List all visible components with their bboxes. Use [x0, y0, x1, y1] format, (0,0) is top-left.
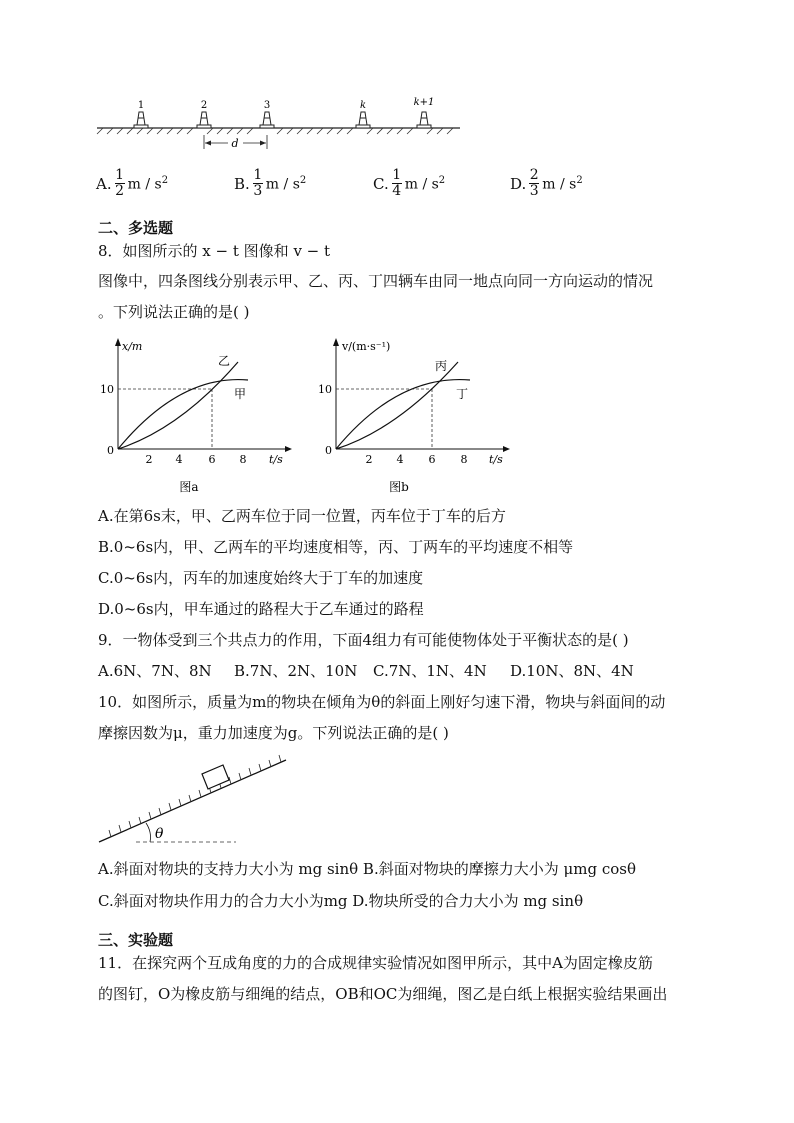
q7-option-a: A. $\frac{1}{2}$ m / $s^2$ [96, 167, 169, 199]
q7-option-c: C. $\frac{1}{4}$ m / $s^2$ [373, 167, 446, 199]
fig-a-xtick: 8 [239, 453, 247, 466]
q10-options-line2: C.斜面对物块作用力的合力大小为mg D.物块所受的合力大小为 mg sinθ [98, 892, 584, 910]
fig-b-curve-label-ding: 丁 [456, 387, 469, 401]
d-label: d [231, 137, 239, 150]
fig-a-ylabel: x/m [122, 340, 143, 353]
q11-line1: 11．在探究两个互成角度的力的合成规律实验情况如图甲所示，其中A为固定橡皮筋 [98, 954, 653, 972]
theta-label: θ [155, 826, 164, 842]
fig-b-xtick: 6 [428, 453, 436, 466]
cone-label-1: 1 [137, 100, 145, 111]
q10-stem-line1: 10．如图所示，质量为m的物块在倾角为θ的斜面上刚好匀速下滑，物块与斜面间的动 [98, 693, 666, 711]
fig-a-xtick: 2 [145, 453, 153, 466]
q8-stem-line3: 。下列说法正确的是( ) [98, 303, 250, 321]
figure-b-vt-graph [318, 334, 518, 499]
cone-label-3: 3 [263, 100, 271, 111]
fig-b-xlabel: t/s [489, 453, 503, 466]
q7-option-b: B. $\frac{1}{3}$ m / $s^2$ [234, 167, 307, 199]
q11-line2: 的图钉，O为橡皮筋与细绳的结点，OB和OC为细绳，图乙是白纸上根据实验结果画出 [98, 985, 668, 1003]
fig-a-xtick: 4 [175, 453, 183, 466]
q8-option-c: C.0~6s内，丙车的加速度始终大于丁车的加速度 [98, 569, 424, 587]
fig-a-xlabel: t/s [269, 453, 283, 466]
incline-surface [99, 760, 286, 842]
cones-figure [95, 95, 465, 155]
incline-figure [96, 752, 296, 848]
fig-a-origin: 0 [107, 444, 114, 457]
curve-yi [118, 362, 238, 449]
q8-option-d: D.0~6s内，甲车通过的路程大于乙车通过的路程 [98, 600, 424, 618]
section-experiment-title: 三、实验题 [98, 931, 174, 949]
q10-stem-line2: 摩擦因数为μ，重力加速度为g。下列说法正确的是( ) [98, 724, 449, 742]
q8-stem-line1: 8．如图所示的 x − t 图像和 v − t [98, 242, 331, 260]
q8-option-b: B.0~6s内，甲、乙两车的平均速度相等，丙、丁两车的平均速度不相等 [98, 538, 574, 556]
q8-option-a: A.在第6s末，甲、乙两车位于同一位置，丙车位于丁车的后方 [98, 507, 506, 525]
fig-b-caption: 图b [389, 480, 409, 494]
cone-k [356, 112, 370, 128]
fig-a-xtick: 6 [208, 453, 216, 466]
q9-option-a: A.6N、7N、8N [98, 662, 212, 680]
cone-label-k: k [359, 100, 367, 111]
cone-2 [197, 112, 211, 128]
cone-3 [260, 112, 274, 128]
fig-b-origin: 0 [325, 444, 332, 457]
q8-stem-line2: 图像中，四条图线分别表示甲、乙、丙、丁四辆车由同一地点向同一方向运动的情况 [98, 272, 654, 290]
fig-b-curve-label-bing: 丙 [435, 359, 448, 373]
fig-b-xtick: 2 [365, 453, 373, 466]
section-multi-choice-title: 二、多选题 [98, 219, 174, 237]
cone-label-k1: k+1 [413, 97, 435, 108]
q9-stem: 9．一物体受到三个共点力的作用，下面4组力有可能使物体处于平衡状态的是( ) [98, 631, 629, 649]
cone-k1 [417, 112, 431, 128]
q9-option-c: C.7N、1N、4N [373, 662, 487, 680]
cone-label-2: 2 [200, 100, 208, 111]
block [202, 765, 229, 789]
q10-options-line1: A.斜面对物块的支持力大小为 mg sinθ B.斜面对物块的摩擦力大小为 μmg cosθ [98, 860, 636, 878]
fig-a-caption: 图a [179, 480, 199, 494]
curve-ding [336, 380, 470, 449]
fig-a-curve-label-yi: 乙 [218, 354, 231, 368]
q9-option-b: B.7N、2N、10N [234, 662, 358, 680]
q7-option-d: D. $\frac{2}{3}$ m / $s^2$ [510, 167, 583, 199]
q9-option-d: D.10N、8N、4N [510, 662, 634, 680]
fig-a-ytick: 10 [100, 383, 114, 396]
fig-b-xtick: 4 [396, 453, 404, 466]
fig-b-xtick: 8 [460, 453, 468, 466]
fig-b-ytick: 10 [318, 383, 332, 396]
fig-a-curve-label-jia: 甲 [234, 387, 247, 401]
cone-1 [134, 112, 148, 128]
figure-a-xt-graph [100, 334, 300, 499]
fig-b-ylabel: v/(m·s⁻¹) [342, 340, 391, 353]
curve-bing [336, 362, 458, 449]
